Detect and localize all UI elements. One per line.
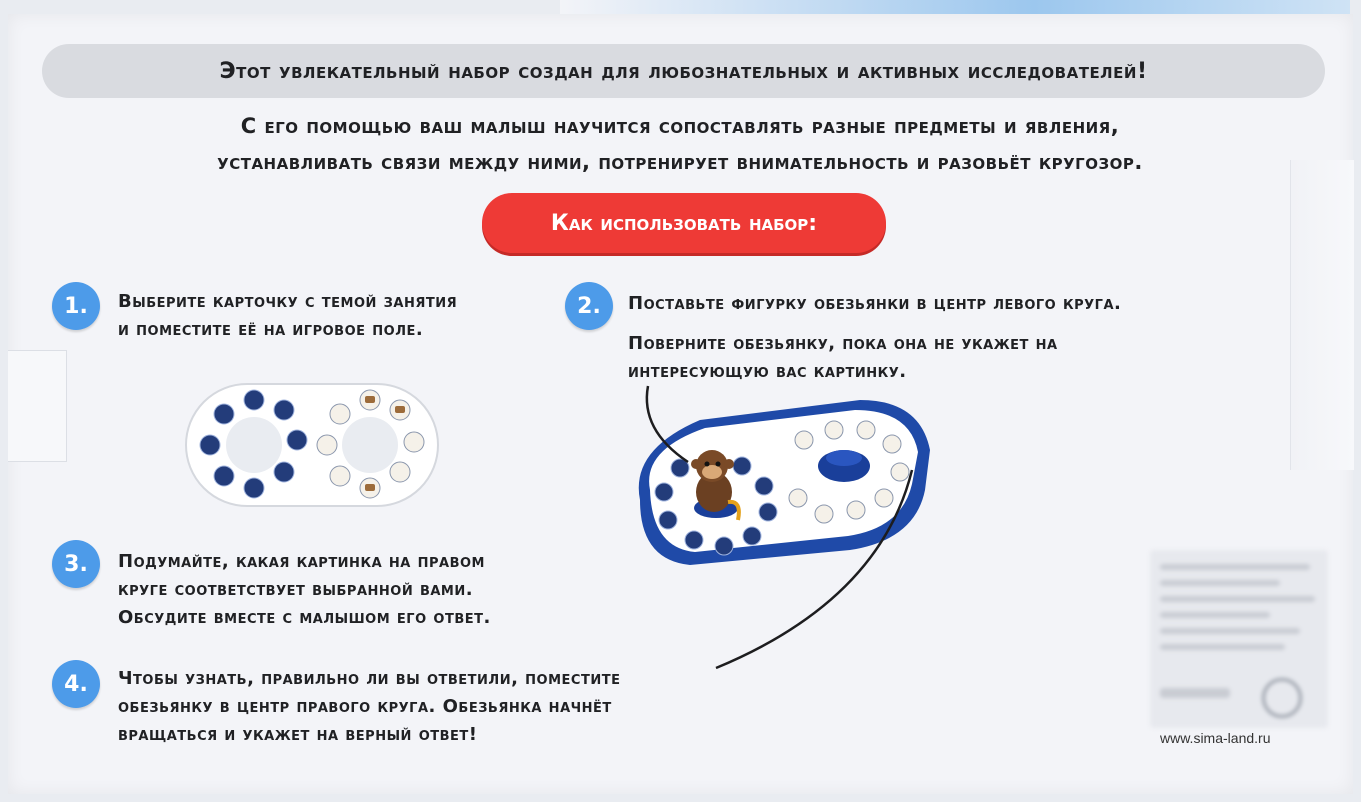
step-2-text: Поставьте фигурку обезьянки в центр левого круга. <box>628 293 1122 314</box>
headline-text: Этот увлекательный набор создан для любознательных и активных исследователей! <box>219 58 1148 84</box>
step-2-badge: 2. <box>565 282 613 330</box>
blurred-info-block <box>1150 550 1328 728</box>
step-4-text: Чтобы узнать, правильно ли вы ответили, поместите обезьянку в центр правого круга. Обезьянка начнёт вращаться и укажет на верный ответ! <box>118 668 621 745</box>
website-text: www.sima-land.ru <box>1160 730 1271 746</box>
step-1-badge: 1. <box>52 282 100 330</box>
recycle-sign-icon <box>1262 678 1302 718</box>
step-3-badge: 3. <box>52 540 100 588</box>
intro-line-1: С его помощью ваш малыш научится сопоставлять разные предметы и явления, <box>240 114 1120 138</box>
step-2-text-2: Поверните обезьянку, пока она не укажет на интересующую вас картинку. <box>628 333 1058 382</box>
step-4-badge: 4. <box>52 660 100 708</box>
step-1-text: Выберите карточку с темой занятия и поместите её на игровое поле. <box>118 291 458 340</box>
intro-line-2: устанавливать связи между ними, потренирует внимательность и разовьёт кругозор. <box>217 150 1143 174</box>
how-to-use-label: Как использовать набор: <box>550 210 818 236</box>
step-3-text: Подумайте, какая картинка на правом круге соответствует выбранной вами. Обсудите вместе с малышом его ответ. <box>118 551 491 628</box>
